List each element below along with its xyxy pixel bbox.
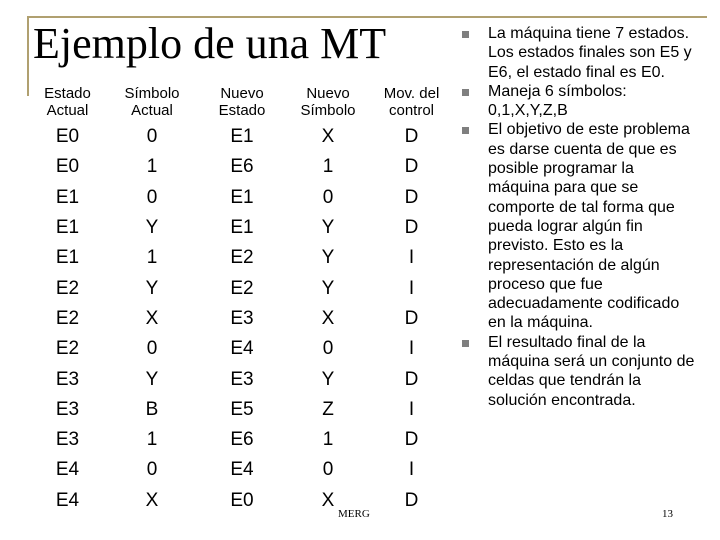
column-header bbox=[285, 82, 371, 122]
table-row bbox=[30, 183, 452, 213]
table-cell: E0 bbox=[55, 156, 80, 178]
table-cell: I bbox=[408, 277, 415, 299]
table-body bbox=[30, 122, 452, 516]
column-header-line: Actual bbox=[46, 102, 89, 119]
table-cell: E6 bbox=[230, 429, 254, 451]
table-cell: E4 bbox=[230, 338, 254, 360]
column-header bbox=[199, 82, 285, 122]
table-row bbox=[30, 213, 452, 243]
table-cell: X bbox=[321, 307, 335, 329]
table-cell: B bbox=[145, 398, 159, 420]
table-cell: Y bbox=[145, 277, 159, 299]
bullet-item bbox=[458, 120, 698, 332]
column-header bbox=[371, 82, 452, 122]
table-cell: E4 bbox=[230, 459, 254, 481]
table-cell: D bbox=[404, 156, 419, 178]
table-cell: E2 bbox=[230, 277, 254, 299]
table-cell: E1 bbox=[230, 186, 254, 208]
table-cell: E3 bbox=[55, 429, 80, 451]
bullet-text: El resultado final de la máquina será un conjunto de celdas que tendrán la solución encontrada. bbox=[488, 333, 695, 409]
table-cell: X bbox=[321, 126, 335, 148]
square-bullet-icon bbox=[462, 127, 469, 134]
table-cell: X bbox=[145, 307, 159, 329]
table-cell: E3 bbox=[55, 368, 80, 390]
table-cell: E2 bbox=[55, 307, 80, 329]
bullet-item bbox=[458, 333, 698, 410]
table-cell: D bbox=[404, 217, 419, 239]
table-header-row bbox=[30, 82, 452, 122]
bullet-text: El objetivo de este problema es darse cuenta de que es posible programar la máquina para que se comporte de tal forma que pueda lograr algún fin previsto. Esto es la representación de algún proceso que fue adecuadamente codificado en la máquina. bbox=[488, 121, 690, 332]
table-cell: 0 bbox=[322, 459, 334, 481]
table-row bbox=[30, 486, 452, 516]
table-cell: E1 bbox=[55, 247, 80, 269]
table-cell: E4 bbox=[55, 459, 80, 481]
table-cell: E2 bbox=[55, 338, 80, 360]
table-cell: 0 bbox=[146, 338, 158, 360]
table-cell: E1 bbox=[230, 126, 254, 148]
table-cell: E3 bbox=[55, 398, 80, 420]
table-cell: 0 bbox=[322, 186, 334, 208]
table-cell: I bbox=[408, 247, 415, 269]
column-header-line: Estado bbox=[44, 85, 91, 102]
table-cell: Y bbox=[145, 217, 159, 239]
table-cell: Y bbox=[145, 368, 159, 390]
column-header-line: Símbolo bbox=[300, 102, 356, 119]
table-row bbox=[30, 243, 452, 273]
table-cell: I bbox=[408, 459, 415, 481]
table-cell: X bbox=[145, 489, 159, 511]
table-cell: D bbox=[404, 368, 419, 390]
table-cell: E3 bbox=[230, 368, 254, 390]
page-number: 13 bbox=[662, 508, 673, 520]
bullet-list bbox=[458, 24, 698, 410]
table-cell: E1 bbox=[55, 217, 80, 239]
table-cell: D bbox=[404, 186, 419, 208]
table-cell: E1 bbox=[230, 217, 254, 239]
column-header-line: Símbolo bbox=[124, 85, 180, 102]
table-cell: E6 bbox=[230, 156, 254, 178]
table-cell: Y bbox=[321, 247, 335, 269]
table-cell: 1 bbox=[146, 429, 158, 451]
table-row bbox=[30, 334, 452, 364]
table-cell: X bbox=[321, 489, 335, 511]
column-header-line: Nuevo bbox=[306, 85, 350, 102]
square-bullet-icon bbox=[462, 340, 469, 347]
column-header bbox=[30, 82, 105, 122]
table-cell: E0 bbox=[230, 489, 254, 511]
frame-left-line bbox=[27, 16, 29, 96]
column-header-line: Nuevo bbox=[220, 85, 264, 102]
table-cell: 1 bbox=[146, 247, 158, 269]
square-bullet-icon bbox=[462, 89, 469, 96]
slide-title: Ejemplo de una MT bbox=[33, 19, 387, 68]
column-header-line: control bbox=[388, 102, 435, 119]
transition-table bbox=[30, 82, 452, 516]
table-cell: 0 bbox=[146, 186, 158, 208]
table-cell: Y bbox=[321, 277, 335, 299]
table-cell: E2 bbox=[55, 277, 80, 299]
table-row bbox=[30, 122, 452, 152]
table-row bbox=[30, 395, 452, 425]
table-cell: 0 bbox=[322, 338, 334, 360]
square-bullet-icon bbox=[462, 31, 469, 38]
bullet-item bbox=[458, 82, 698, 121]
table-row bbox=[30, 364, 452, 394]
table-cell: 1 bbox=[146, 156, 158, 178]
table-cell: D bbox=[404, 307, 419, 329]
table-cell: E0 bbox=[55, 126, 80, 148]
table-row bbox=[30, 304, 452, 334]
footer-author: MERG bbox=[338, 508, 370, 520]
table-cell: E1 bbox=[55, 186, 80, 208]
bullet-text: La máquina tiene 7 estados. Los estados finales son E5 y E6, el estado final es E0. bbox=[488, 25, 692, 81]
table-row bbox=[30, 425, 452, 455]
bullet-text: Maneja 6 símbolos: 0,1,X,Y,Z,B bbox=[488, 82, 627, 120]
table-cell: E5 bbox=[230, 398, 254, 420]
bullet-item bbox=[458, 24, 698, 82]
table-cell: D bbox=[404, 126, 419, 148]
table-cell: E3 bbox=[230, 307, 254, 329]
table-cell: E4 bbox=[55, 489, 80, 511]
column-header-line: Mov. del bbox=[383, 85, 440, 102]
table-cell: Z bbox=[322, 398, 334, 420]
table-cell: 0 bbox=[146, 126, 158, 148]
table-cell: Y bbox=[321, 217, 335, 239]
column-header-line: Actual bbox=[131, 102, 173, 119]
table-row bbox=[30, 455, 452, 485]
table-cell: 1 bbox=[322, 156, 334, 178]
column-header-line: Estado bbox=[218, 102, 266, 119]
table-cell: 1 bbox=[322, 429, 334, 451]
table-cell: D bbox=[404, 429, 419, 451]
table-cell: 0 bbox=[146, 459, 158, 481]
table-row bbox=[30, 152, 452, 182]
table-row bbox=[30, 273, 452, 303]
table-cell: E2 bbox=[230, 247, 254, 269]
table-cell: Y bbox=[321, 368, 335, 390]
column-header bbox=[105, 82, 199, 122]
table-cell: I bbox=[408, 398, 415, 420]
table-cell: I bbox=[408, 338, 415, 360]
table-cell: D bbox=[404, 489, 419, 511]
